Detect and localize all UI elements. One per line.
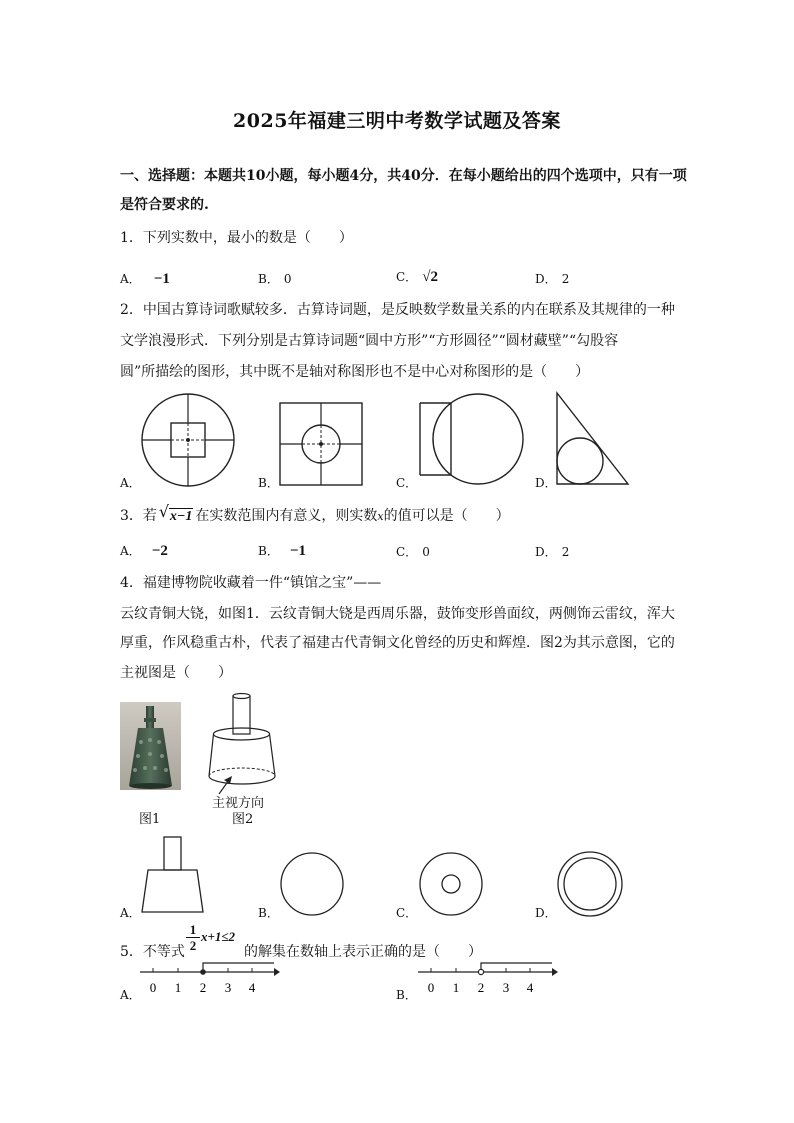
q1-option-a-label: A． <box>120 272 141 286</box>
section-heading-line2: 是符合要求的. <box>120 197 209 213</box>
q3-middle: 在实数范围内有意义，则实数 <box>195 508 378 524</box>
tick-label: 4 <box>248 980 256 995</box>
q3-option-b-value: −1 <box>289 543 306 559</box>
view-direction-label: 主视方向 <box>212 796 265 811</box>
tick-label: 2 <box>199 980 207 995</box>
q2-figure-c <box>418 393 526 485</box>
q5-frac-den: 2 <box>189 938 197 953</box>
q2-figure-d <box>556 392 630 486</box>
q4-option-a-label: A． <box>120 906 141 920</box>
q3-prefix: 3．若 <box>120 508 157 524</box>
q4-figure-d <box>556 850 624 918</box>
q4-line1: 4．福建博物院收藏着一件“镇馆之宝”—— <box>120 575 382 591</box>
q2-line3: 圆”所描绘的图形，其中既不是轴对称图形也不是中心对称图形的是（ ） <box>120 364 590 380</box>
q3-option-d <box>535 541 569 560</box>
q5-prefix: 5．不等式 <box>120 944 185 960</box>
q4-figure-c <box>418 851 484 917</box>
q3-option-a-label: A． <box>120 544 141 558</box>
q3-option-b <box>258 540 306 560</box>
q2-option-d-label: D． <box>535 476 557 490</box>
q3-option-c <box>396 541 430 560</box>
tick-label: 4 <box>526 980 534 995</box>
q5-option-a-label: A． <box>120 988 141 1002</box>
section-heading-line1: 一、选择题：本题共10小题，每小题4分，共40分．在每小题给出的四个选项中，只有一项 <box>120 168 687 184</box>
q4-line2: 云纹青铜大铙，如图1．云纹青铜大铙是西周乐器，鼓饰变形兽面纹，两侧饰云雷纹，浑大 <box>120 606 675 622</box>
hollow-point <box>478 969 483 974</box>
q4-figure-b <box>279 851 345 917</box>
q1-option-c-label: C． <box>396 270 418 284</box>
q5-number-line-b <box>418 962 558 998</box>
q1-option-a-value: −1 <box>153 271 170 287</box>
q3-option-a <box>120 540 168 560</box>
q1-option-b-value: 0 <box>283 272 292 286</box>
q2-figure-b <box>279 402 363 486</box>
q1-option-c-value: √2 <box>422 269 439 285</box>
q1-option-b-label: B． <box>258 272 279 286</box>
q4-line4: 主视图是（ ） <box>120 665 232 681</box>
q1-option-a <box>120 268 170 288</box>
q5-number-line-a <box>140 962 280 998</box>
tick-label: 0 <box>149 980 157 995</box>
tick-label: 1 <box>452 980 460 995</box>
q5-option-b-label: B． <box>396 988 417 1002</box>
tick-label: 3 <box>502 980 510 995</box>
q3-var: x <box>377 510 384 523</box>
q3-option-d-label: D． <box>535 545 557 559</box>
solid-point <box>200 969 206 975</box>
q5-frac-num: 1 <box>186 922 200 938</box>
tick-label: 0 <box>427 980 435 995</box>
q4-option-c-label: C． <box>396 906 418 920</box>
q4-line3: 厚重，作风稳重古朴，代表了福建古代青铜文化曾经的历史和辉煌．图2为其示意图，它的 <box>120 635 675 651</box>
q1-stem: 1．下列实数中，最小的数是（ ） <box>120 230 353 246</box>
q2-line2: 文学浪漫形式．下列分别是古算诗词题“圆中方形”“方形圆径”“圆材藏壁”“勾股容 <box>120 333 619 349</box>
q3-radicand: x−1 <box>169 509 193 524</box>
tick-label: 1 <box>174 980 182 995</box>
q3-option-b-label: B． <box>258 544 279 558</box>
q4-option-b-label: B． <box>258 906 279 920</box>
q5-suffix: 的解集在数轴上表示正确的是（ ） <box>244 944 482 960</box>
q1-option-d <box>535 268 569 287</box>
q1-option-d-value: 2 <box>561 272 570 286</box>
tick-label: 3 <box>224 980 232 995</box>
q4-figure-a <box>140 836 218 914</box>
q4-option-d-label: D． <box>535 906 557 920</box>
q2-line1: 2．中国古算诗词歌赋较多．古算诗词题，是反映数学数量关系的内在联系及其规律的一种 <box>120 302 675 318</box>
tick-label: 2 <box>477 980 485 995</box>
q5-ineq-rest: x+1≤2 <box>201 929 236 944</box>
q2-option-c-label: C． <box>396 476 418 490</box>
q3-stem <box>120 502 510 527</box>
fig1-caption: 图1 <box>139 812 161 827</box>
q2-option-b-label: B． <box>258 476 279 490</box>
q3-option-c-value: 0 <box>422 545 430 559</box>
fig2-caption: 图2 <box>232 812 254 827</box>
q3-suffix: 的值可以是（ ） <box>383 508 510 524</box>
page-title: 2025年福建三明中考数学试题及答案 <box>233 110 561 132</box>
q2-figure-a <box>140 392 236 488</box>
radical-sign-icon: √ <box>158 502 170 521</box>
bell-schematic <box>205 694 295 794</box>
q3-radical <box>158 502 193 527</box>
q3-option-c-label: C． <box>396 545 418 559</box>
q1-option-b <box>258 268 292 287</box>
bronze-bell-photo <box>120 702 181 790</box>
q3-option-a-value: −2 <box>151 543 168 559</box>
q5-fraction <box>186 922 200 953</box>
q2-option-a-label: A． <box>120 476 141 490</box>
q1-option-d-label: D． <box>535 272 557 286</box>
q1-option-c <box>396 266 438 286</box>
q3-option-d-value: 2 <box>561 545 570 559</box>
